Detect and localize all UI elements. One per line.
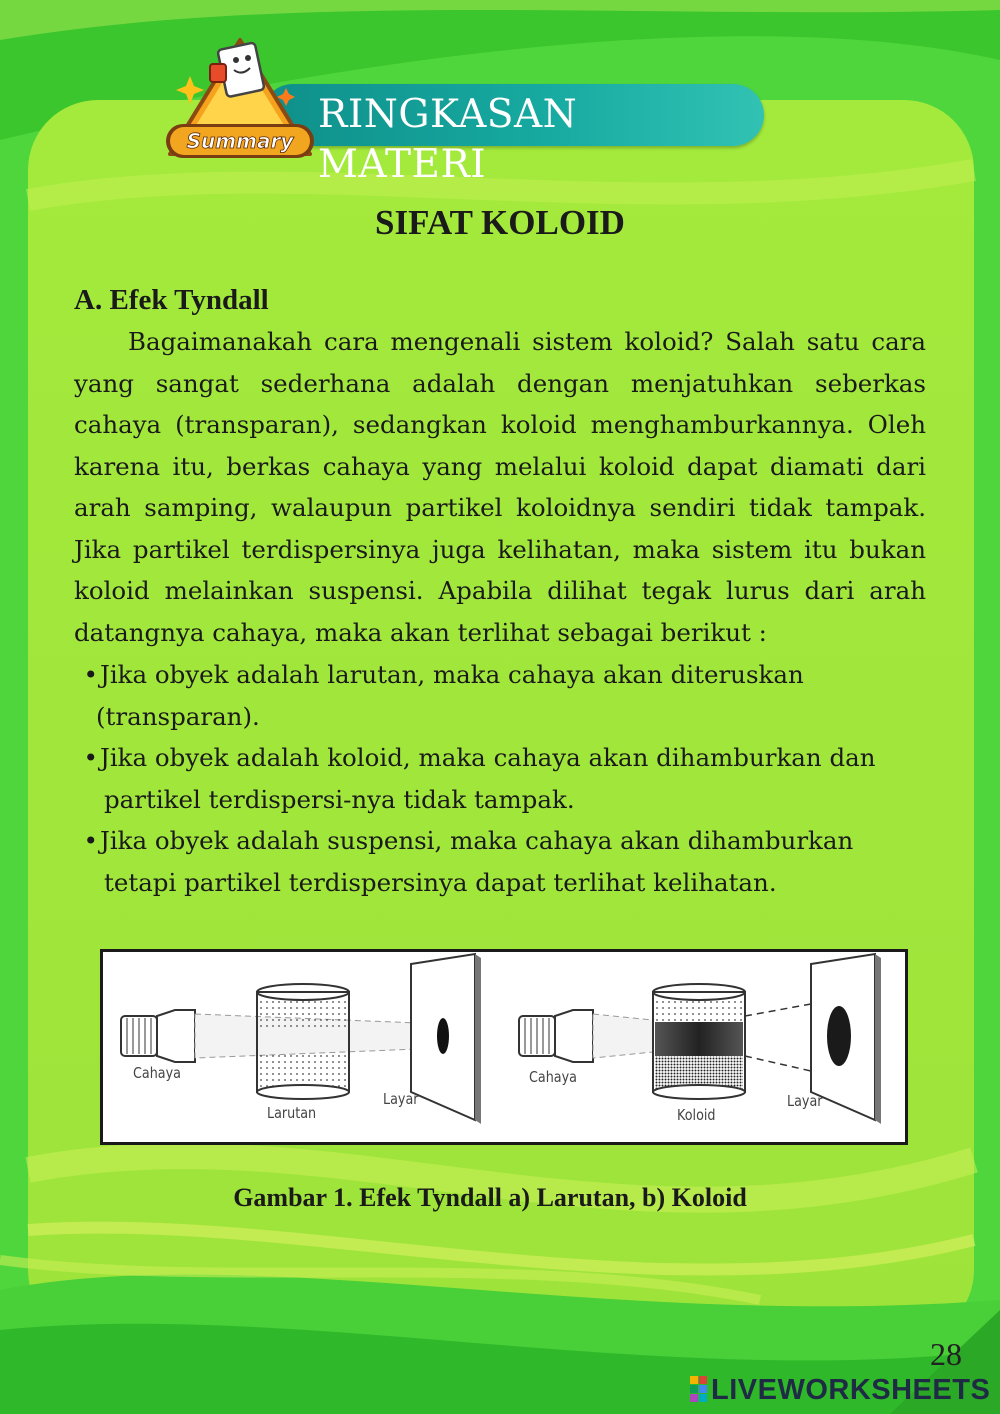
figure-caption: Gambar 1. Efek Tyndall a) Larutan, b) Koloid bbox=[233, 1183, 747, 1212]
bullet-text: partikel terdispersi-nya tidak tampak. bbox=[104, 784, 575, 814]
bullet-text: Jika obyek adalah koloid, maka cahaya akan dihamburkan dan bbox=[100, 743, 876, 772]
bullet-icon: • bbox=[83, 826, 98, 855]
brand-text: LIVEWORKSHEETS bbox=[711, 1374, 991, 1406]
badge-label: Summary bbox=[186, 129, 294, 153]
body-paragraph: Bagaimanakah cara mengenali sistem koloid? Salah satu cara yang sangat sederhana adalah dengan menjatuhkan seberkas cahaya (transparan), sedangkan koloid menghamburkannya. Oleh karena itu, berkas cahaya yang melalui koloid dapat diamati dari arah samping, walaupun partikel koloidnya sendiri tidak tampak. Jika partikel terdispersinya juga kelihatan, maka sistem itu bukan koloid melainkan suspensi. Apabila dilihat tegak lurus dari arah datangnya cahaya, maka akan terlihat sebagai berikut : bbox=[74, 327, 926, 647]
bullet-list bbox=[74, 654, 934, 903]
summary-badge bbox=[160, 36, 320, 164]
page-number: 28 bbox=[930, 1336, 962, 1372]
section-heading: A. Efek Tyndall bbox=[74, 284, 269, 316]
bullet-text: tetapi partikel terdispersinya dapat terlihat kelihatan. bbox=[104, 867, 777, 897]
screen-icon bbox=[411, 954, 481, 1124]
bullet-text: Jika obyek adalah larutan, maka cahaya akan diteruskan bbox=[100, 660, 804, 689]
list-item bbox=[74, 737, 934, 820]
bullet-text: (transparan). bbox=[96, 701, 260, 731]
light-label: Cahaya bbox=[133, 1064, 181, 1082]
beaker-icon bbox=[653, 984, 745, 1099]
larutan-panel bbox=[121, 954, 481, 1124]
header-title: RINGKASAN MATERI bbox=[318, 92, 578, 187]
flashlight-icon bbox=[121, 1010, 195, 1062]
container-label: Koloid bbox=[677, 1106, 716, 1124]
sparkle-icon bbox=[176, 76, 204, 104]
liveworksheets-icon bbox=[690, 1376, 708, 1402]
screen-label: Layar bbox=[383, 1090, 419, 1108]
tyndall-figure bbox=[100, 949, 908, 1145]
flashlight-icon bbox=[519, 1010, 593, 1062]
light-label: Cahaya bbox=[529, 1068, 577, 1086]
bullet-icon: • bbox=[83, 660, 98, 689]
bullet-icon: • bbox=[83, 743, 98, 772]
bullet-text: Jika obyek adalah suspensi, maka cahaya akan dihamburkan bbox=[100, 826, 854, 855]
koloid-panel bbox=[519, 954, 881, 1124]
page-title: SIFAT KOLOID bbox=[375, 203, 625, 242]
tyndall-diagram bbox=[103, 952, 905, 1142]
screen-label: Layar bbox=[787, 1092, 823, 1110]
brand-logo[interactable] bbox=[690, 1374, 990, 1407]
list-item bbox=[74, 654, 934, 737]
container-label: Larutan bbox=[267, 1104, 317, 1122]
list-item bbox=[74, 820, 934, 903]
